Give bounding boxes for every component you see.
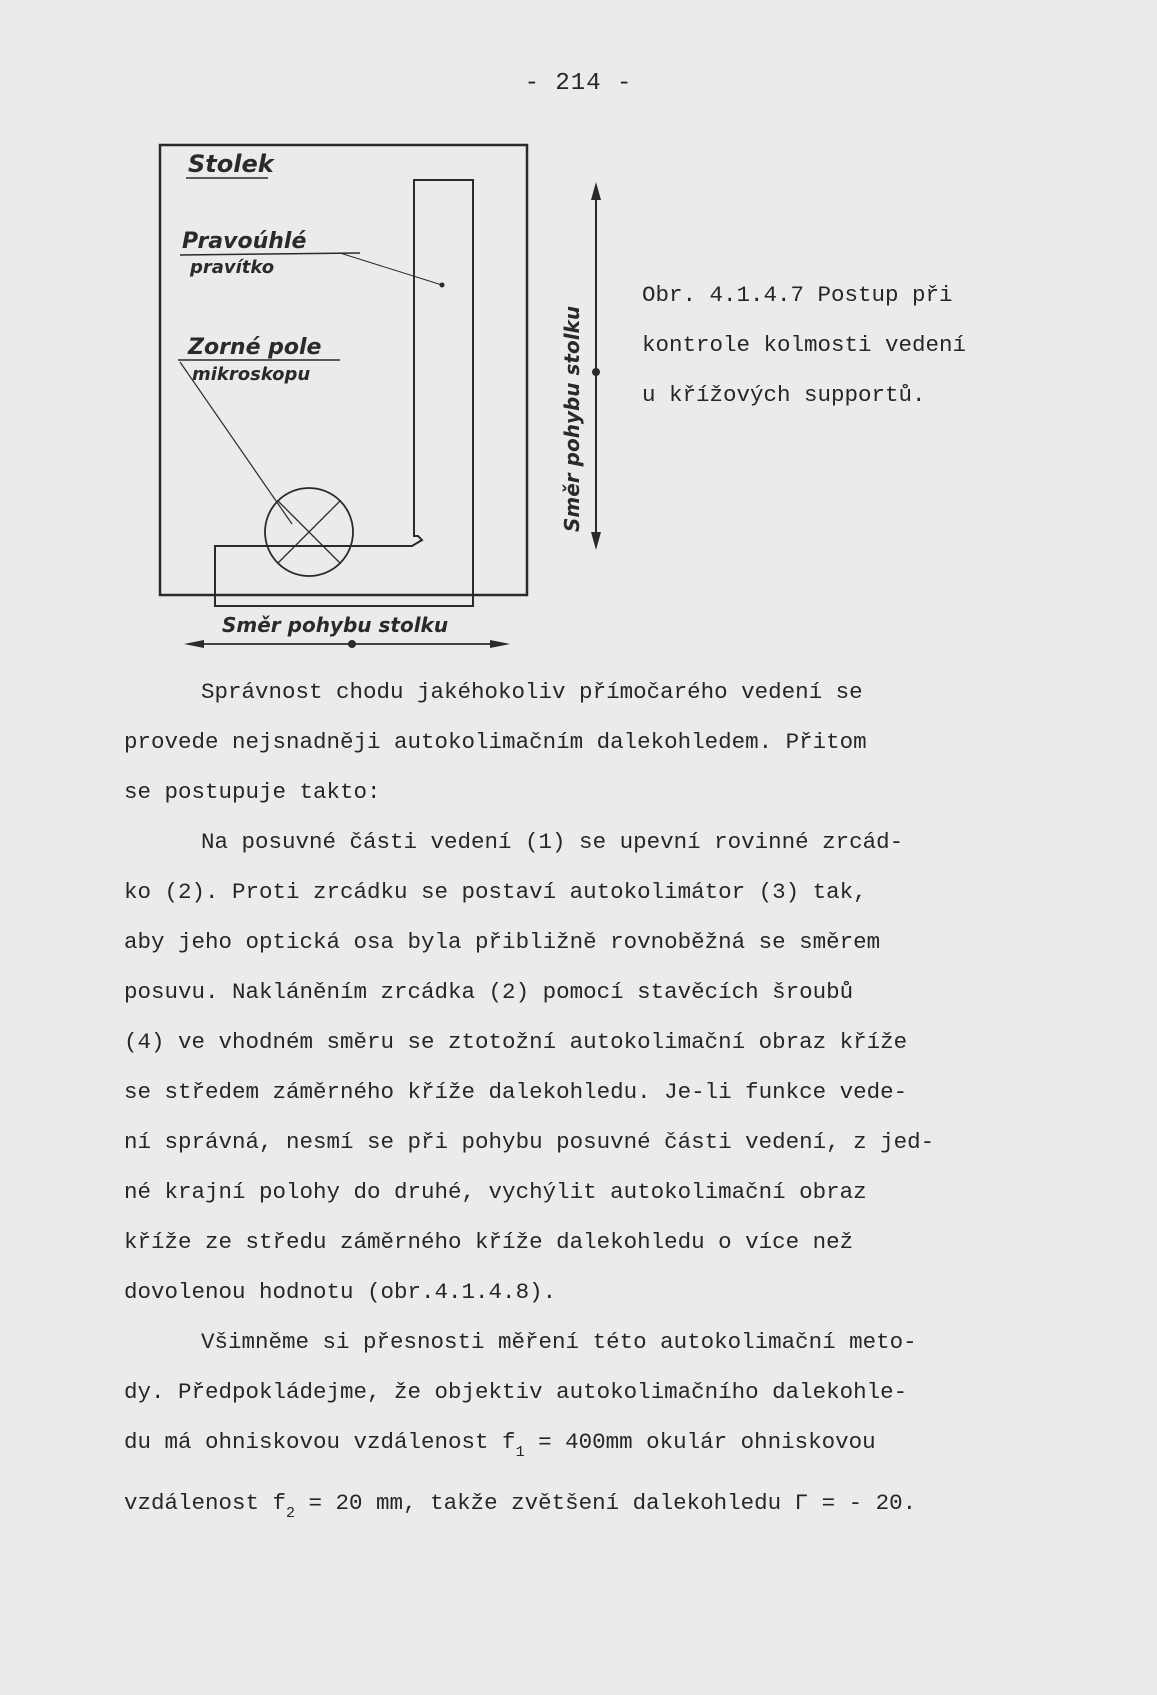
text-line: kříže ze středu záměrného kříže dalekohledu o více než xyxy=(124,1229,854,1255)
text-segment: du má ohniskovou vzdálenost f xyxy=(124,1429,516,1455)
text-segment: vzdálenost f xyxy=(124,1490,287,1516)
text-line: dy. Předpokládejme, že objektiv autokolimačního dalekohle- xyxy=(124,1379,908,1405)
caption-line: kontrole kolmosti vedení xyxy=(642,332,967,358)
text-line: se středem záměrného kříže dalekohledu. Je-li funkce vede- xyxy=(124,1079,908,1105)
horizontal-arrow-head-left xyxy=(184,640,204,648)
text-line: aby jeho optická osa byla přibližně rovnoběžná se směrem xyxy=(124,929,881,955)
text-line: dovolenou hodnotu (obr.4.1.4.8). xyxy=(124,1279,557,1305)
vertical-arrow-dot xyxy=(592,368,600,376)
vertical-arrow-head-up xyxy=(591,182,601,200)
figure-diagram xyxy=(150,140,610,665)
text-line: se postupuje takto: xyxy=(124,779,381,805)
label-field-1: Zorné pole xyxy=(188,335,322,360)
leader-square-dot xyxy=(440,283,445,288)
label-table: Stolek xyxy=(188,150,274,178)
label-square-2: pravítko xyxy=(190,257,275,278)
leader-square xyxy=(340,253,442,285)
label-horizontal-motion: Směr pohybu stolku xyxy=(222,613,449,637)
body-text xyxy=(124,667,1064,1539)
text-segment: = 400mm okulár ohniskovou xyxy=(524,1429,876,1455)
text-line: né krajní polohy do druhé, vychýlit autokolimační obraz xyxy=(124,1179,867,1205)
page-number: - 214 - xyxy=(524,70,633,97)
text-line: provede nejsnadněji autokolimačním dalekohledem. Přitom xyxy=(124,729,867,755)
text-line: ní správná, nesmí se při pohybu posuvné části vedení, z jed- xyxy=(124,1129,935,1155)
label-square-1: Pravoúhlé xyxy=(182,229,307,254)
caption-line: Obr. 4.1.4.7 Postup při xyxy=(642,282,953,308)
label-vertical-motion: Směr pohybu stolku xyxy=(560,305,584,532)
text-line xyxy=(124,1417,1064,1478)
text-line: posuvu. Nakláněním zrcádka (2) pomocí stavěcích šroubů xyxy=(124,979,854,1005)
caption-line: u křížových supportů. xyxy=(642,382,926,408)
text-line: Správnost chodu jakéhokoliv přímočarého vedení se xyxy=(201,679,863,705)
horizontal-arrow-head-right xyxy=(490,640,510,648)
text-line: Na posuvné části vedení (1) se upevní rovinné zrcád- xyxy=(201,829,904,855)
text-segment: = 20 mm, takže zvětšení dalekohledu Γ = - 20. xyxy=(295,1490,917,1516)
figure-caption xyxy=(642,270,1042,420)
vertical-arrow-head-down xyxy=(591,532,601,550)
text-line: Všimněme si přesnosti měření této autokolimační meto- xyxy=(201,1329,917,1355)
label-field-2: mikroskopu xyxy=(192,364,311,385)
text-line: (4) ve vhodném směru se ztotožní autokolimační obraz kříže xyxy=(124,1029,908,1055)
subscript: 2 xyxy=(286,1505,296,1522)
text-line: ko (2). Proti zrcádku se postaví autokolimátor (3) tak, xyxy=(124,879,867,905)
text-line xyxy=(124,1478,1064,1539)
leader-field xyxy=(180,362,292,524)
subscript: 1 xyxy=(515,1444,525,1461)
diagram-svg xyxy=(150,140,610,660)
horizontal-arrow-dot xyxy=(348,640,356,648)
